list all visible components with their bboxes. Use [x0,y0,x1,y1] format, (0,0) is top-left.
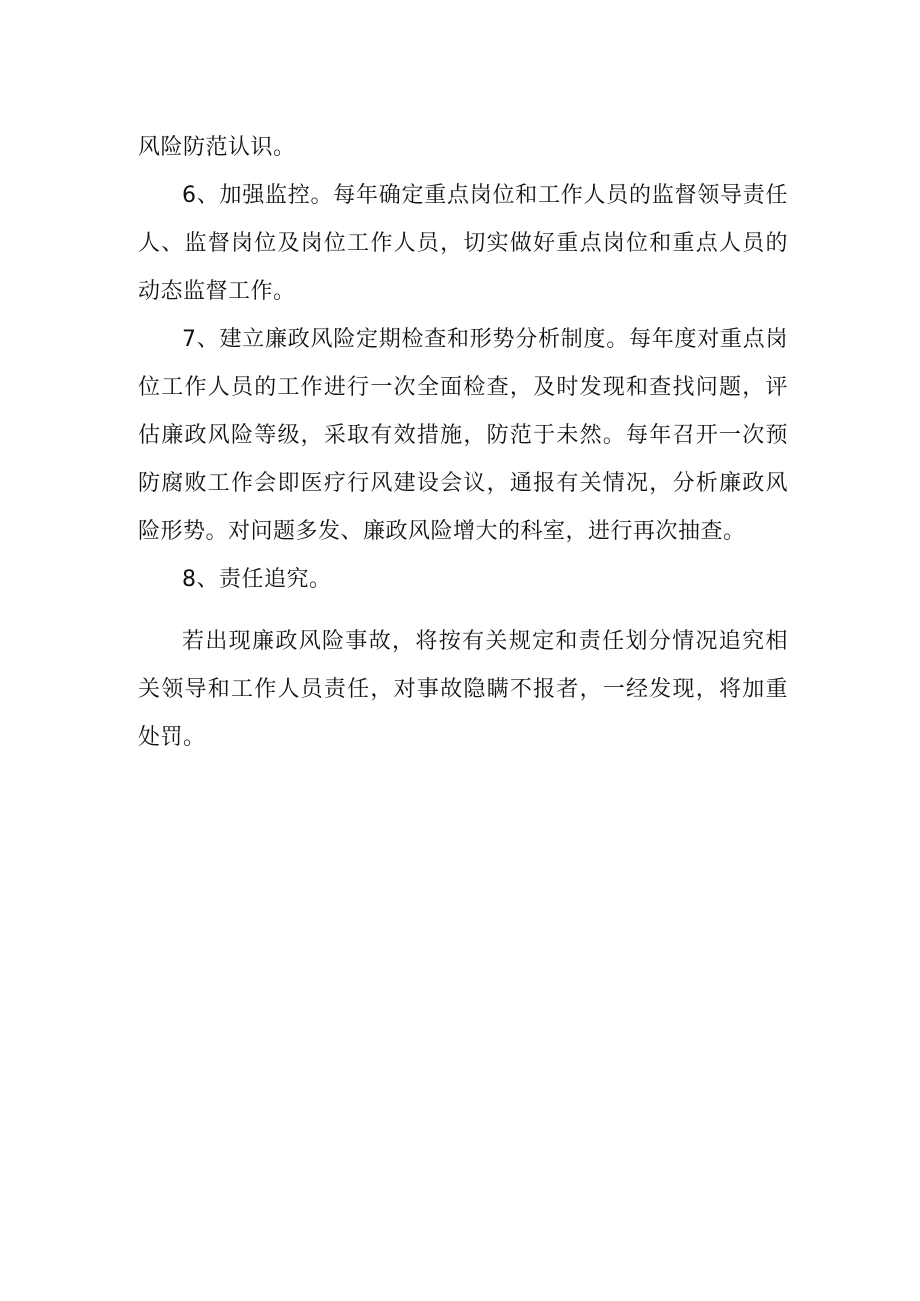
paragraph-item-8: 8、责任追究。 [182,567,332,592]
paragraph-continuation: 风险防范认识。 [138,135,296,160]
paragraph-item-7: 7、建立廉政风险定期检查和形势分析制度。每年度对重点岗位工作人员的工作进行一次全面检查，及时发现和查找问题，评估廉政风险等级，采取有效措施，防范于未然。每年召开一次预防腐败工作会即医疗行风建设会议，通报有关情况，分析廉政风险形势。对问题多发、廉政风险增大的科室，进行再次抽查。 [138,327,788,544]
paragraph-item-6: 6、加强监控。每年确定重点岗位和工作人员的监督领导责任人、监督岗位及岗位工作人员，切实做好重点岗位和重点人员的动态监督工作。 [138,183,788,304]
paragraph-accountability: 若出现廉政风险事故，将按有关规定和责任划分情况追究相关领导和工作人员责任，对事故隐瞒不报者，一经发现，将加重处罚。 [138,629,788,750]
document-body [138,124,788,762]
